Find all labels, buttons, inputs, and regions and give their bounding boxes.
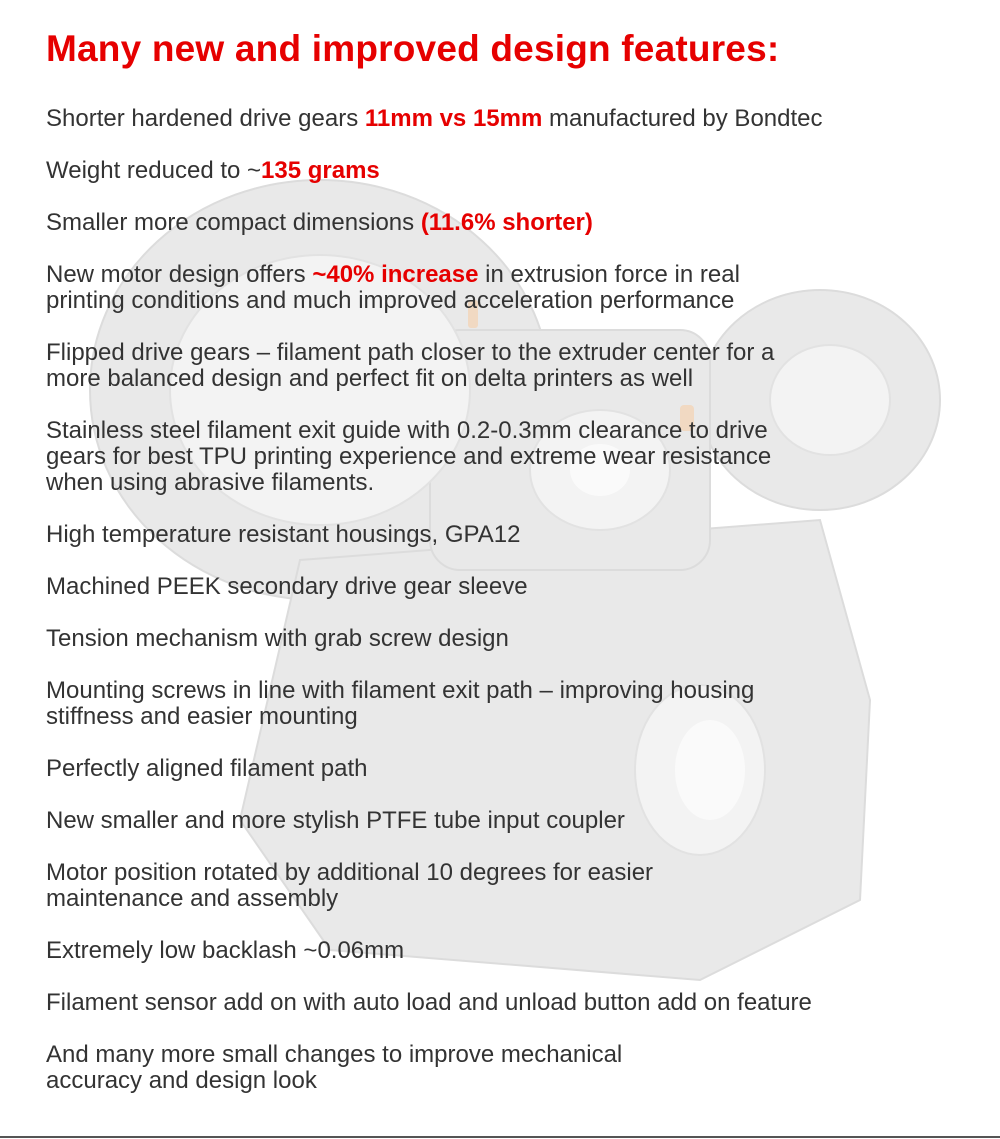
feature-text: Perfectly aligned filament path (46, 755, 368, 782)
feature-text: printing conditions and much improved acceleration performance (46, 287, 735, 314)
feature-flipped-gears (46, 340, 774, 392)
feature-text: gears for best TPU printing experience and extreme wear resistance (46, 443, 772, 470)
feature-text: New smaller and more stylish PTFE tube input coupler (46, 807, 625, 834)
feature-motor-position (46, 860, 653, 912)
feature-text: Flipped drive gears – filament path closer to the extruder center for a (46, 339, 775, 366)
feature-exit-guide (46, 418, 771, 496)
feature-more-changes (46, 1042, 622, 1094)
feature-text: manufactured by Bondtec (542, 105, 823, 132)
feature-text: New motor design offers (46, 261, 313, 288)
feature-text: Mounting screws in line with filament exit path – improving housing (46, 677, 755, 704)
feature-peek-sleeve (46, 574, 528, 600)
feature-text: Motor position rotated by additional 10 degrees for easier (46, 859, 654, 886)
feature-text: accuracy and design look (46, 1067, 317, 1094)
feature-text: Shorter hardened drive gears (46, 105, 365, 132)
feature-filament-path (46, 756, 368, 782)
feature-text: Stainless steel filament exit guide with 0.2-0.3mm clearance to drive (46, 417, 768, 444)
feature-housings (46, 522, 520, 548)
feature-text: High temperature resistant housings, GPA12 (46, 521, 521, 548)
feature-text: maintenance and assembly (46, 885, 339, 912)
feature-tension-mechanism (46, 626, 509, 652)
feature-text: when using abrasive filaments. (46, 469, 375, 496)
feature-text: more balanced design and perfect fit on delta printers as well (46, 365, 694, 392)
feature-text: Smaller more compact dimensions (46, 209, 421, 236)
feature-highlight: 135 grams (261, 157, 380, 184)
feature-highlight: (11.6% shorter) (420, 209, 593, 236)
feature-weight (46, 158, 380, 184)
feature-backlash (46, 938, 404, 964)
feature-text: Machined PEEK secondary drive gear sleeve (46, 573, 528, 600)
bottom-divider (0, 1136, 1000, 1138)
feature-text: Filament sensor add on with auto load and unload button add on feature (46, 989, 812, 1016)
feature-text: stiffness and easier mounting (46, 703, 358, 730)
feature-highlight: 11mm vs 15mm (364, 105, 543, 132)
feature-text: Extremely low backlash ~0.06mm (46, 937, 405, 964)
feature-motor-design (46, 262, 740, 314)
feature-drive-gears (46, 106, 823, 132)
feature-text: in extrusion force in real (478, 261, 740, 288)
feature-filament-sensor (46, 990, 812, 1016)
feature-dimensions (46, 210, 593, 236)
feature-text: And many more small changes to improve mechanical (46, 1041, 623, 1068)
feature-text: Tension mechanism with grab screw design (46, 625, 509, 652)
feature-mounting-screws (46, 678, 754, 730)
feature-highlight: ~40% increase (312, 261, 479, 288)
section-title: Many new and improved design features: (46, 28, 780, 69)
feature-text: Weight reduced to ~ (46, 157, 262, 184)
feature-ptfe-coupler (46, 808, 625, 834)
